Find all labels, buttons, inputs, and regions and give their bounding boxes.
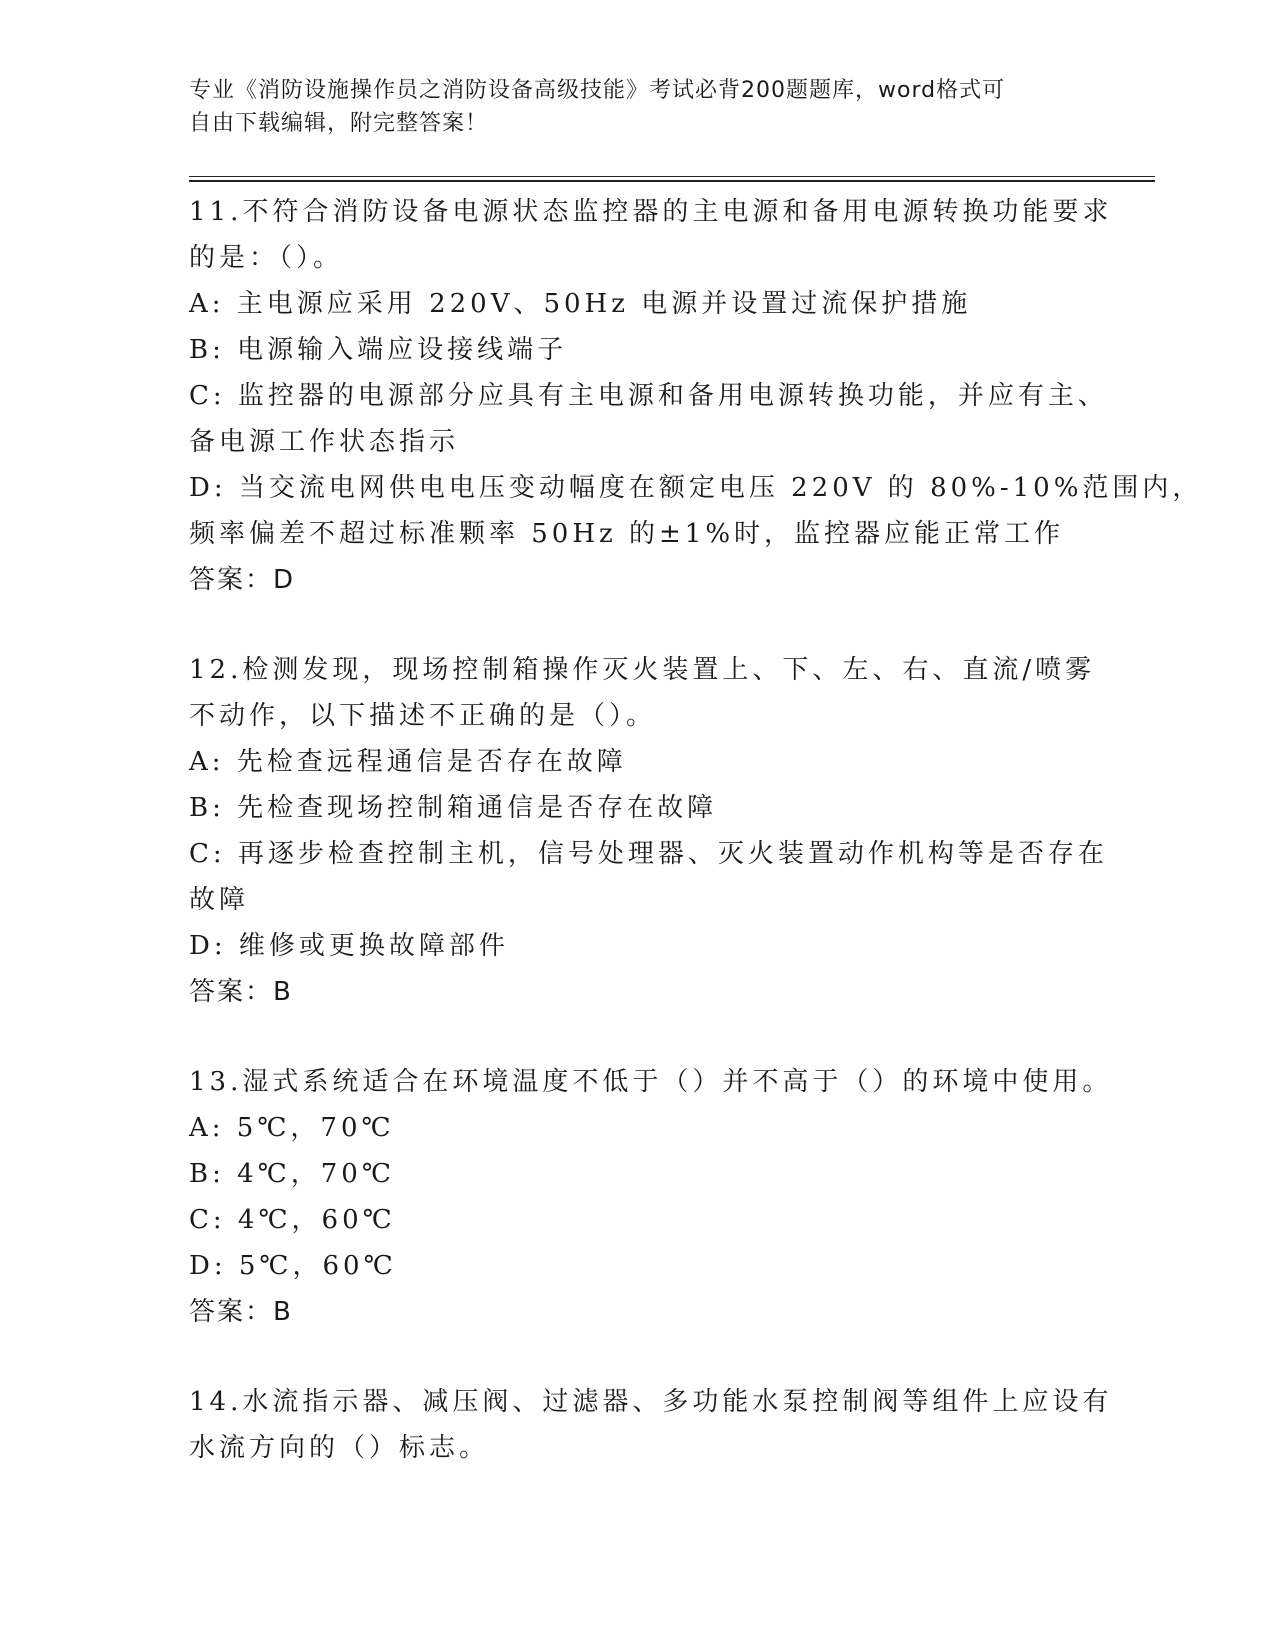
option-c-continued: 故障 [189,885,250,915]
question-11 [189,189,1203,603]
question-13 [189,1059,1113,1335]
option-d: D: 当交流电网供电电压变动幅度在额定电压 220V 的 80%-10%范围内， [189,473,1203,503]
question-stem-line: 11.不符合消防设备电源状态监控器的主电源和备用电源转换功能要求 [189,197,1113,227]
option-a: A: 主电源应采用 220V、50Hz 电源并设置过流保护措施 [189,289,972,319]
option-a: A: 5℃，70℃ [189,1113,395,1143]
answer-label: 答案：B [189,1297,293,1327]
document-header [189,74,1069,140]
header-line-2: 自由下载编辑，附完整答案！ [189,111,489,136]
option-b: B: 先检查现场控制箱通信是否存在故障 [189,793,718,823]
question-stem-line: 的是：（）。 [189,243,344,273]
question-stem-line: 水流方向的（）标志。 [189,1433,490,1463]
header-divider-thin [189,176,1155,177]
header-divider-thick [189,180,1155,182]
option-b: B: 电源输入端应设接线端子 [189,335,568,365]
option-b: B: 4℃，70℃ [189,1159,395,1189]
question-stem-line: 14.水流指示器、减压阀、过滤器、多功能水泵控制阀等组件上应设有 [189,1387,1113,1417]
option-d-continued: 频率偏差不超过标准颗率 50Hz 的±1%时，监控器应能正常工作 [189,519,1065,549]
answer-label: 答案：D [189,565,296,595]
option-c: C: 4℃，60℃ [189,1205,396,1235]
question-stem-line: 13.湿式系统适合在环境温度不低于（）并不高于（）的环境中使用。 [189,1067,1113,1097]
option-c: C: 再逐步检查控制主机，信号处理器、灭火装置动作机构等是否存在 [189,839,1108,869]
option-d: D: 5℃，60℃ [189,1251,397,1281]
question-spacer [189,1015,1089,1059]
header-line-1: 专业《消防设施操作员之消防设备高级技能》考试必背200题题库，word格式可 [189,78,1006,103]
question-stem-line: 不动作，以下描述不正确的是（）。 [189,701,657,731]
question-stem-line: 12.检测发现，现场控制箱操作灭火装置上、下、左、右、直流/喷雾 [189,655,1096,685]
question-spacer [189,603,1089,647]
question-14 [189,1379,1113,1471]
option-c-continued: 备电源工作状态指示 [189,427,460,457]
option-c: C: 监控器的电源部分应具有主电源和备用电源转换功能，并应有主、 [189,381,1108,411]
question-spacer [189,1335,1089,1379]
option-a: A: 先检查远程通信是否存在故障 [189,747,627,777]
option-d: D: 维修或更换故障部件 [189,931,509,961]
question-list [189,189,1203,1471]
answer-label: 答案：B [189,977,293,1007]
question-12 [189,647,1108,1015]
